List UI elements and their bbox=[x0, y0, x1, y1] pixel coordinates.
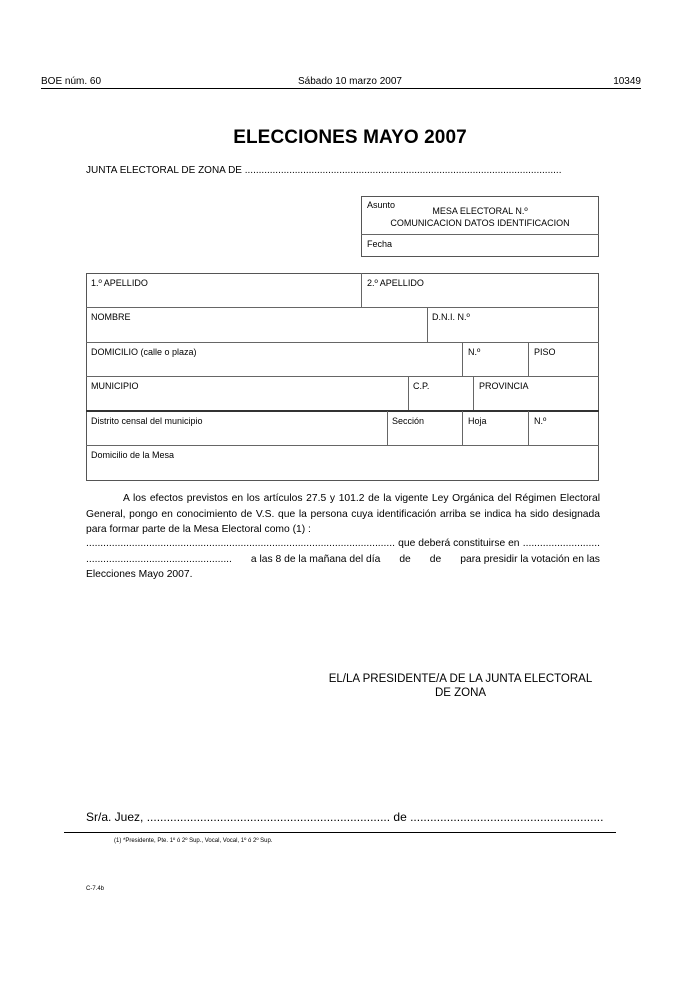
designation-text: A los efectos previstos en los artículos 27.5 y 101.2 de la vigente Ley Orgánica del Régimen Electoral General, pongo en conocimiento de V.S. que la persona cuya identificación arriba se indica ha sido designada para formar parte de la Mesa Electoral como (1) : bbox=[86, 493, 600, 535]
form-col-divider bbox=[473, 376, 474, 410]
asunto-divider bbox=[361, 234, 599, 235]
signature-title: EL/LA PRESIDENTE/A DE LA JUNTA ELECTORAL bbox=[328, 673, 593, 685]
numero-label: N.º bbox=[468, 347, 481, 357]
seccion-label: Sección bbox=[392, 416, 425, 426]
cp-label: C.P. bbox=[413, 381, 430, 391]
footnote-rule bbox=[64, 832, 616, 833]
numero2-label: N.º bbox=[534, 416, 547, 426]
header-journal: BOE núm. 60 bbox=[41, 76, 102, 87]
domicilio-mesa-label: Domicilio de la Mesa bbox=[91, 450, 175, 460]
signature-subtitle: DE ZONA bbox=[434, 687, 487, 699]
header-date: Sábado 10 marzo 2007 bbox=[298, 76, 402, 87]
form-row-divider bbox=[86, 445, 599, 446]
header-rule bbox=[41, 88, 641, 89]
form-col-divider bbox=[408, 376, 409, 410]
distrito-label: Distrito censal del municipio bbox=[91, 416, 203, 426]
body-paragraph bbox=[86, 491, 600, 538]
form-code: C-7.4b bbox=[86, 886, 105, 892]
dni-label: D.N.I. N.º bbox=[432, 312, 470, 322]
schedule-line bbox=[86, 554, 600, 565]
constitution-text: que deberá constituirse en bbox=[398, 538, 520, 549]
purpose-text: para presidir la votación en las bbox=[460, 554, 600, 565]
asunto-label: Asunto bbox=[367, 200, 396, 210]
apellido1-label: 1.º APELLIDO bbox=[91, 278, 148, 288]
domicilio-label: DOMICILIO (calle o plaza) bbox=[91, 347, 197, 357]
form-col-divider bbox=[462, 342, 463, 376]
elections-text: Elecciones Mayo 2007. bbox=[86, 569, 193, 580]
comunicacion-label: COMUNICACION DATOS IDENTIFICACION bbox=[390, 218, 570, 228]
time-text: a las 8 de la mañana del día bbox=[250, 554, 381, 565]
header-page-number: 10349 bbox=[613, 76, 641, 87]
form-row-divider bbox=[86, 376, 599, 377]
form-col-divider bbox=[462, 411, 463, 445]
dots: ................................................... bbox=[86, 554, 232, 565]
footnote: (1) *Presidente, Pte. 1º ó 2º Sup., Vocal, Vocal, 1º ó 2º Sup. bbox=[114, 838, 273, 844]
nombre-label: NOMBRE bbox=[91, 312, 131, 322]
mesa-electoral-label: MESA ELECTORAL N.º bbox=[432, 206, 528, 216]
provincia-label: PROVINCIA bbox=[479, 381, 529, 391]
form-col-divider bbox=[427, 307, 428, 342]
signature-block bbox=[318, 672, 603, 700]
page-title: ELECCIONES MAYO 2007 bbox=[233, 127, 467, 148]
junta-electoral-field: JUNTA ELECTORAL DE ZONA DE .................................................................................................................. bbox=[86, 165, 562, 176]
form-row-divider bbox=[86, 342, 599, 343]
form-col-divider bbox=[528, 342, 529, 376]
municipio-label: MUNICIPIO bbox=[91, 381, 139, 391]
form-col-divider bbox=[528, 411, 529, 445]
form-col-divider bbox=[387, 411, 388, 445]
recipient-line: Sr/a. Juez, ......................................................................... de .......................................................... bbox=[86, 810, 604, 824]
hoja-label: Hoja bbox=[468, 416, 487, 426]
piso-label: PISO bbox=[534, 347, 556, 357]
constitution-line bbox=[86, 538, 600, 549]
dots: ........................... bbox=[522, 538, 600, 549]
dots: ............................................................................................................ bbox=[86, 538, 395, 549]
fecha-label: Fecha bbox=[367, 239, 393, 249]
de-text: de bbox=[429, 554, 442, 565]
form-row-divider bbox=[86, 410, 599, 412]
form-row-divider bbox=[86, 307, 599, 308]
de-text: de bbox=[399, 554, 411, 565]
apellido2-label: 2.º APELLIDO bbox=[367, 278, 424, 288]
form-col-divider bbox=[361, 273, 362, 307]
